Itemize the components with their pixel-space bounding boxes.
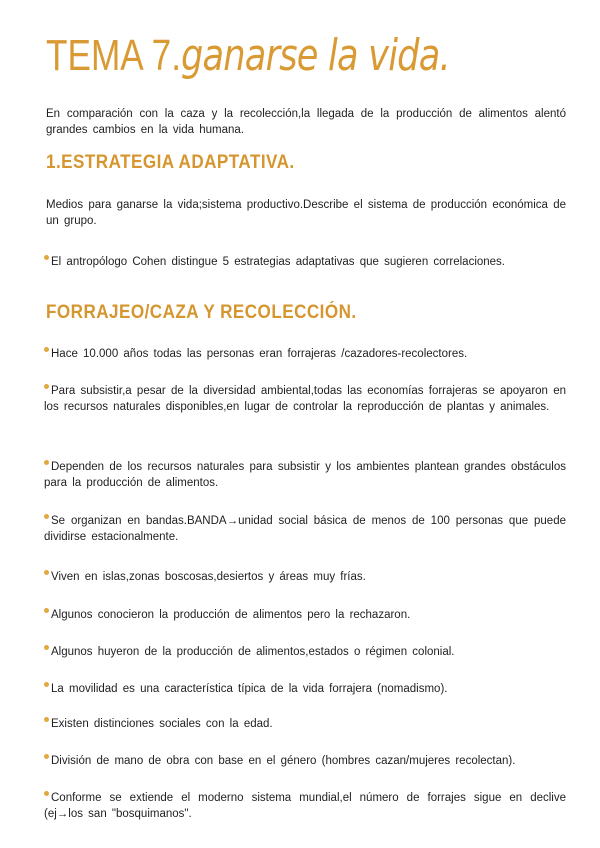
bullet-text: Hace 10.000 años todas las personas eran forrajeras /cazadores-recolectores.: [51, 348, 468, 360]
bullet-dot-icon: [44, 347, 49, 352]
list-item: [44, 681, 566, 697]
bullet-text: Algunos conocieron la producción de alimentos pero la rechazaron.: [51, 609, 411, 621]
bullet-text: La movilidad es una característica típica de la vida forrajera (nomadismo).: [51, 683, 448, 695]
bullet-text: Para subsistir,a pesar de la diversidad ambiental,todas las economías forrajeras se apoyaron en los recursos naturales disponibles,en lugar de controlar la reproducción de plantas y animales.: [44, 385, 566, 413]
bullet-text: Dependen de los recursos naturales para subsistir y los ambientes plantean grandes obstáculos para la producción de alimentos.: [44, 461, 566, 489]
bullet-dot-icon: [44, 460, 49, 465]
list-item: [44, 459, 566, 491]
list-item: [44, 790, 566, 822]
list-item: [44, 716, 566, 732]
list-item: [44, 644, 566, 660]
bullet-text: Existen distinciones sociales con la edad.: [51, 718, 273, 730]
section2-heading: FORRAJEO/CAZA Y RECOLECCIÓN.: [46, 302, 357, 323]
list-item: [44, 753, 566, 769]
bullet-dot-icon: [44, 608, 49, 613]
list-item: [44, 383, 566, 415]
section1-bullet: [44, 254, 566, 270]
bullet-dot-icon: [44, 384, 49, 389]
title-prefix: TEMA 7.: [46, 31, 181, 80]
bullet-text: El antropólogo Cohen distingue 5 estrategias adaptativas que sugieren correlaciones.: [51, 256, 506, 268]
bullet-dot-icon: [44, 717, 49, 722]
bullet-text: Algunos huyeron de la producción de alimentos,estados o régimen colonial.: [51, 646, 455, 658]
bullet-dot-icon: [44, 514, 49, 519]
page-title: [46, 30, 450, 81]
bullet-dot-icon: [44, 645, 49, 650]
bullet-dot-icon: [44, 570, 49, 575]
bullet-text: División de mano de obra con base en el género (hombres cazan/mujeres recolectan).: [51, 755, 516, 767]
list-item: [44, 569, 566, 585]
bullet-text: Viven en islas,zonas boscosas,desiertos y áreas muy frías.: [51, 571, 366, 583]
bullet-dot-icon: [44, 255, 49, 260]
bullet-text: Conforme se extiende el moderno sistema mundial,el número de forrajes sigue en declive (ej→los san "bosquimanos".: [44, 792, 566, 820]
title-main: ganarse la vida.: [180, 30, 450, 81]
bullet-text: Se organizan en bandas.BANDA→unidad social básica de menos de 100 personas que puede dividirse estacionalmente.: [44, 515, 566, 543]
bullet-dot-icon: [44, 754, 49, 759]
list-item: [44, 607, 566, 623]
bullet-dot-icon: [44, 682, 49, 687]
section1-heading: 1.ESTRATEGIA ADAPTATIVA.: [46, 152, 295, 173]
list-item: [44, 346, 566, 362]
section1-paragraph: Medios para ganarse la vida;sistema productivo.Describe el sistema de producción económica de un grupo.: [46, 199, 566, 227]
bullet-dot-icon: [44, 791, 49, 796]
list-item: [44, 513, 566, 545]
intro-paragraph: En comparación con la caza y la recolección,la llegada de la producción de alimentos alentó grandes cambios en la vida humana.: [46, 108, 566, 136]
